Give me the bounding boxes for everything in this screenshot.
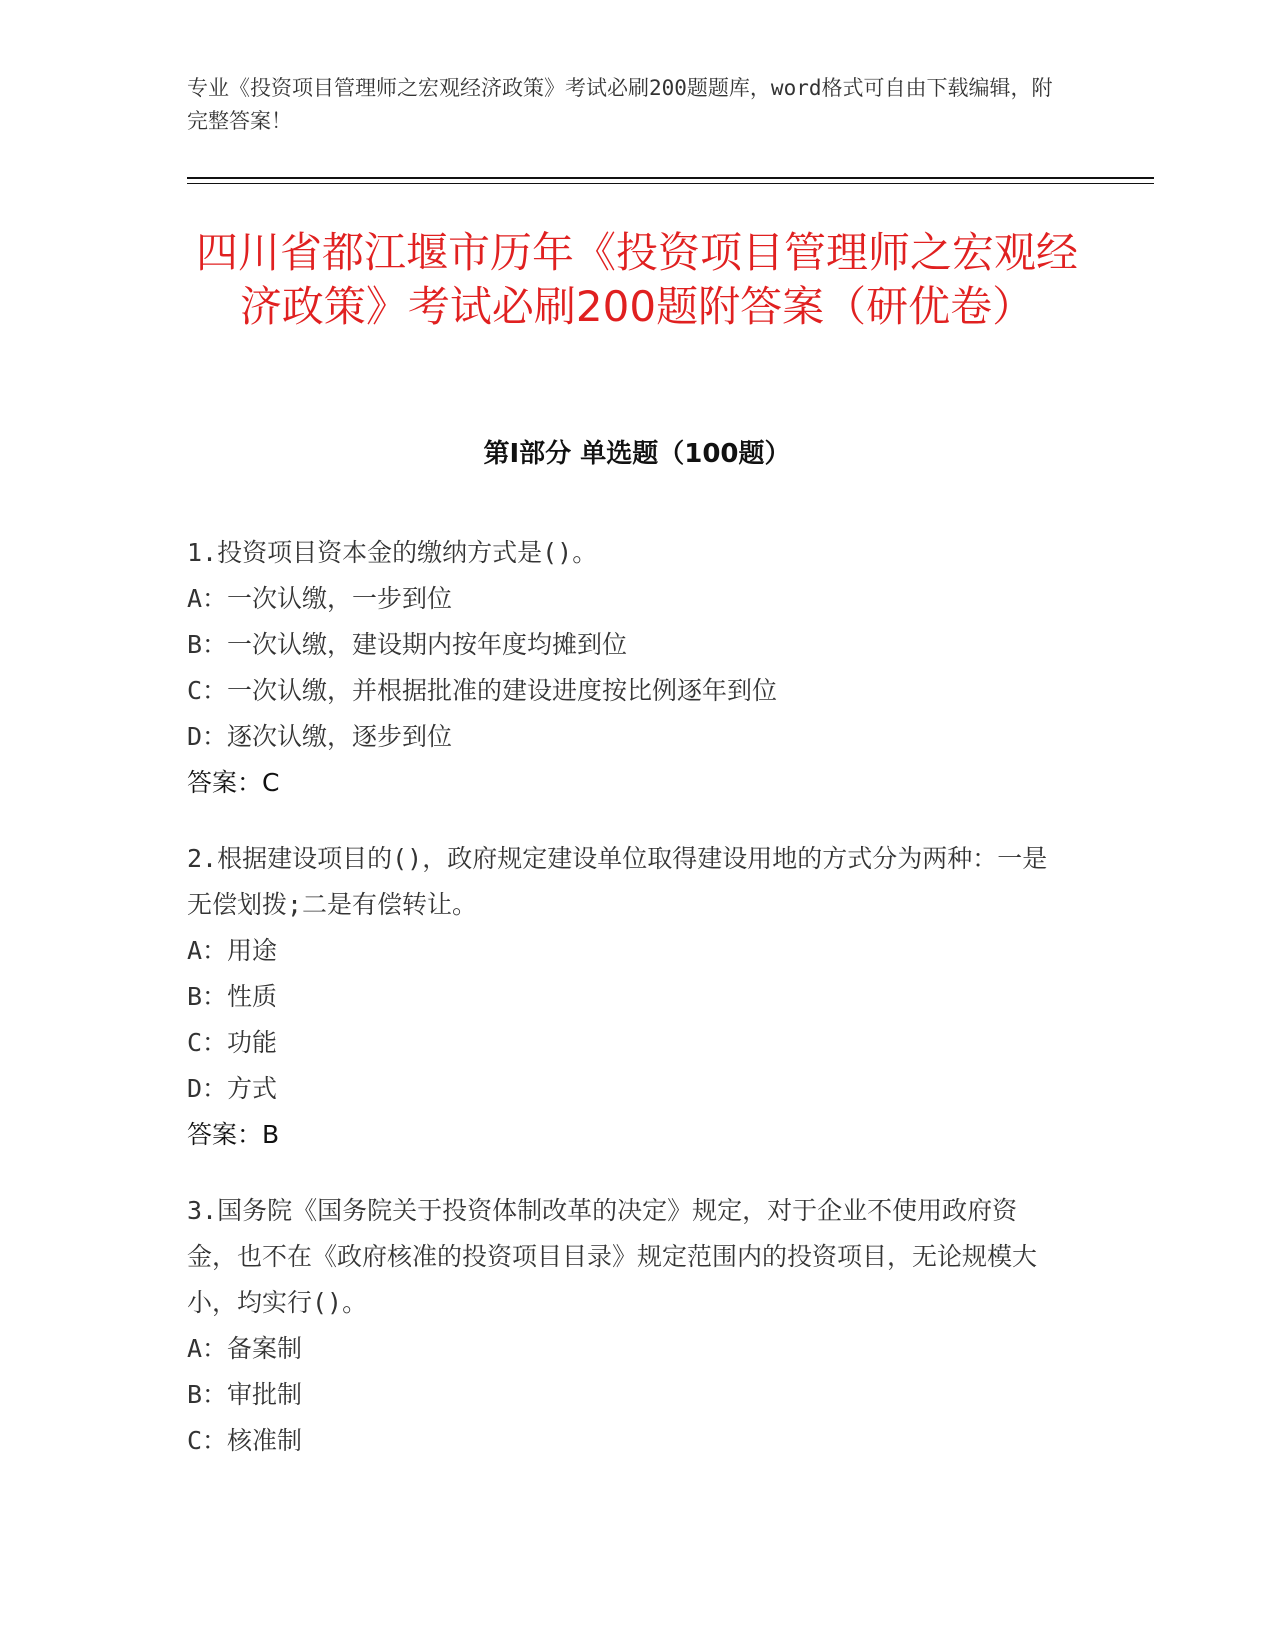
question-1 xyxy=(187,530,1067,806)
question-stem: 3.国务院《国务院关于投资体制改革的决定》规定，对于企业不使用政府资金，也不在《政府核准的投资项目目录》规定范围内的投资项目，无论规模大小，均实行()。 xyxy=(187,1196,1038,1317)
option-a: A：备案制 xyxy=(187,1334,303,1363)
question-3 xyxy=(187,1188,1067,1464)
answer-line: 答案：C xyxy=(187,768,280,797)
option-d: D：方式 xyxy=(187,1074,278,1103)
option-d: D：逐次认缴，逐步到位 xyxy=(187,722,453,751)
answer-line: 答案：B xyxy=(187,1120,280,1149)
intro-text: 专业《投资项目管理师之宏观经济政策》考试必刷200题题库，word格式可自由下载编辑，附完整答案！ xyxy=(187,76,1053,133)
header-divider-thick xyxy=(187,177,1154,179)
question-2 xyxy=(187,836,1067,1158)
section-title: 第Ⅰ部分 单选题（100题） xyxy=(483,439,791,469)
option-b: B：一次认缴，建设期内按年度均摊到位 xyxy=(187,630,628,659)
option-c: C：功能 xyxy=(187,1028,278,1057)
option-c: C：核准制 xyxy=(187,1426,303,1455)
question-list xyxy=(187,530,1067,1494)
option-a: A：用途 xyxy=(187,936,278,965)
option-b: B：性质 xyxy=(187,982,278,1011)
document-title: 四川省都江堰市历年《投资项目管理师之宏观经济政策》考试必刷200题附答案（研优卷） xyxy=(195,228,1078,331)
option-b: B：审批制 xyxy=(187,1380,303,1409)
option-c: C：一次认缴，并根据批准的建设进度按比例逐年到位 xyxy=(187,676,778,705)
option-a: A：一次认缴，一步到位 xyxy=(187,584,453,613)
question-stem: 1.投资项目资本金的缴纳方式是()。 xyxy=(187,538,598,567)
question-stem: 2.根据建设项目的()，政府规定建设单位取得建设用地的方式分为两种：一是无偿划拨;二是有偿转让。 xyxy=(187,844,1048,919)
header-divider-thin xyxy=(187,183,1154,184)
